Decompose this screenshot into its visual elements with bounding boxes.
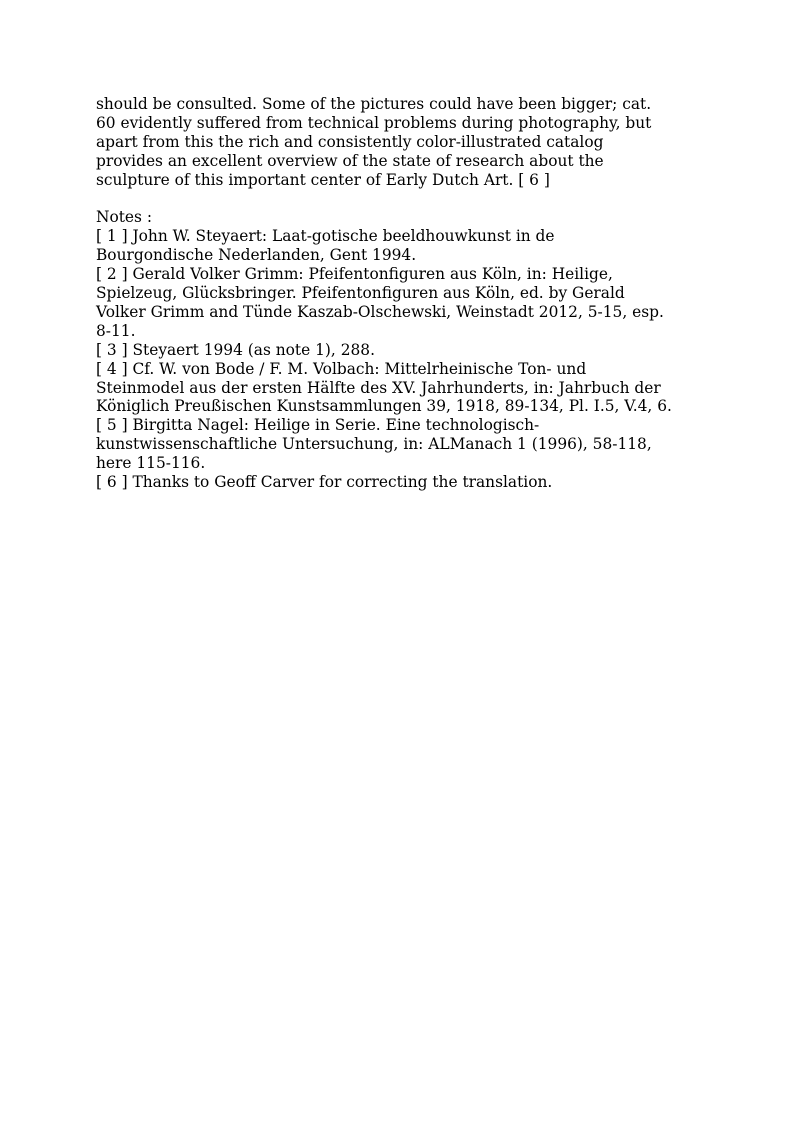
note-3 xyxy=(96,341,716,360)
body-line: should be consulted. Some of the pictures could have been bigger; cat. xyxy=(96,95,652,113)
paragraph-gap xyxy=(96,190,716,209)
note-line: here 115-116. xyxy=(96,454,206,473)
note-line: kunstwissenschaftliche Untersuchung, in: ALManach 1 (1996), 58-118, xyxy=(96,435,652,454)
note-line: 8-11. xyxy=(96,321,136,340)
note-line: Volker Grimm and Tünde Kaszab-Olschewski, Weinstadt 2012, 5-15, esp. xyxy=(96,302,664,321)
note-line: Bourgondische Nederlanden, Gent 1994. xyxy=(96,246,417,265)
document-page xyxy=(96,95,716,492)
notes-section xyxy=(96,208,716,492)
note-line: [ 6 ] Thanks to Geoff Carver for correcting the translation. xyxy=(96,473,553,492)
note-5 xyxy=(96,416,716,473)
note-line: Steinmodel aus der ersten Hälfte des XV. Jahrhunderts, in: Jahrbuch der xyxy=(96,378,661,397)
note-1 xyxy=(96,227,716,265)
note-line: [ 3 ] Steyaert 1994 (as note 1), 288. xyxy=(96,340,375,359)
note-line: Königlich Preußischen Kunstsammlungen 39, 1918, 89-134, Pl. I.5, V.4, 6. xyxy=(96,397,672,416)
note-line: [ 1 ] John W. Steyaert: Laat-gotische beeldhouwkunst in de xyxy=(96,227,555,246)
body-line: provides an excellent overview of the state of research about the xyxy=(96,151,604,170)
note-line: [ 2 ] Gerald Volker Grimm: Pfeifentonfiguren aus Köln, in: Heilige, xyxy=(96,265,613,284)
notes-heading: Notes : xyxy=(96,208,153,227)
note-line: Spielzeug, Glücksbringer. Pfeifentonfiguren aus Köln, ed. by Gerald xyxy=(96,284,625,303)
note-6 xyxy=(96,473,716,492)
note-2 xyxy=(96,265,716,341)
body-line: 60 evidently suffered from technical problems during photography, but xyxy=(96,113,652,132)
note-line: [ 5 ] Birgitta Nagel: Heilige in Serie. Eine technologisch- xyxy=(96,416,540,435)
note-line: [ 4 ] Cf. W. von Bode / F. M. Volbach: Mittelrheinische Ton- und xyxy=(96,359,587,378)
body-paragraph xyxy=(96,95,716,190)
note-4 xyxy=(96,360,716,417)
body-line: apart from this the rich and consistently color-illustrated catalog xyxy=(96,132,604,151)
body-line: sculpture of this important center of Early Dutch Art. [ 6 ] xyxy=(96,170,550,189)
